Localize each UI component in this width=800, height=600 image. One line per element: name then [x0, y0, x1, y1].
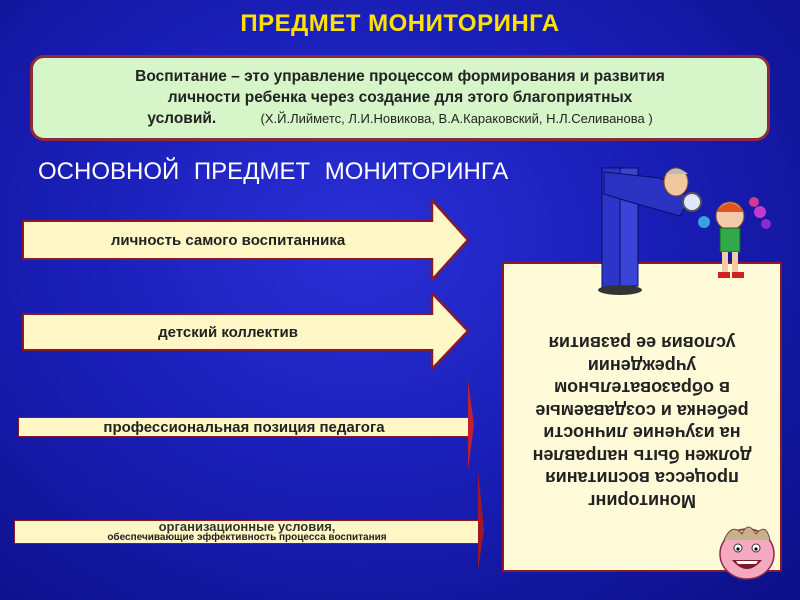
- arrow-3-head: [464, 380, 484, 470]
- arrow-2-head: [420, 293, 480, 369]
- panel-line: процесса воспитания: [545, 468, 739, 489]
- arrow-4-label: [14, 520, 480, 544]
- panel-line: Мониторинг: [588, 491, 696, 511]
- arrow-2: [22, 293, 470, 369]
- definition-line-3-text: условий.: [147, 110, 217, 127]
- arrow-1: [22, 200, 470, 280]
- panel-line: на изучение личности: [543, 423, 741, 444]
- arrow-4-head: [474, 470, 494, 570]
- panel-line: должен быть направлен: [532, 446, 752, 466]
- arrow-1-label: личность самого воспитанника: [22, 220, 434, 260]
- panel-line: условия ее развития: [548, 333, 736, 354]
- clipart-smiley-face: [712, 518, 782, 588]
- definition-line-1: Воспитание – это управление процессом формирования и развития: [135, 68, 665, 85]
- arrow-1-head: [420, 200, 480, 280]
- subtitle: ОСНОВНОЙ ПРЕДМЕТ МОНИТОРИНГА: [38, 158, 509, 185]
- arrow-3-label: профессиональная позиция педагога: [18, 417, 470, 437]
- arrow-3: [18, 380, 488, 470]
- arrow-2-label: детский коллектив: [22, 313, 434, 351]
- panel-line: в образовательном: [554, 378, 731, 399]
- arrow-4: [14, 470, 494, 570]
- page-title: ПРЕДМЕТ МОНИТОРИНГА: [240, 10, 560, 37]
- definition-line-3: [53, 108, 747, 129]
- clipart-man-child: [590, 158, 790, 298]
- panel-line: ребенка и создаваемые: [535, 401, 749, 421]
- definition-authors: (Х.Й.Лийметс, Л.И.Новикова, В.А.Караковский, Н.Л.Селиванова ): [260, 111, 653, 126]
- definition-box: [30, 55, 770, 141]
- panel-line: учреждении: [587, 356, 697, 376]
- arrow-4-line-2: обеспечивающие эффективность процесса воспитания: [107, 532, 387, 543]
- definition-line-2: личности ребенка через создание для этого благоприятных: [167, 89, 633, 106]
- arrow-4-line-1: организационные условия,: [158, 519, 336, 534]
